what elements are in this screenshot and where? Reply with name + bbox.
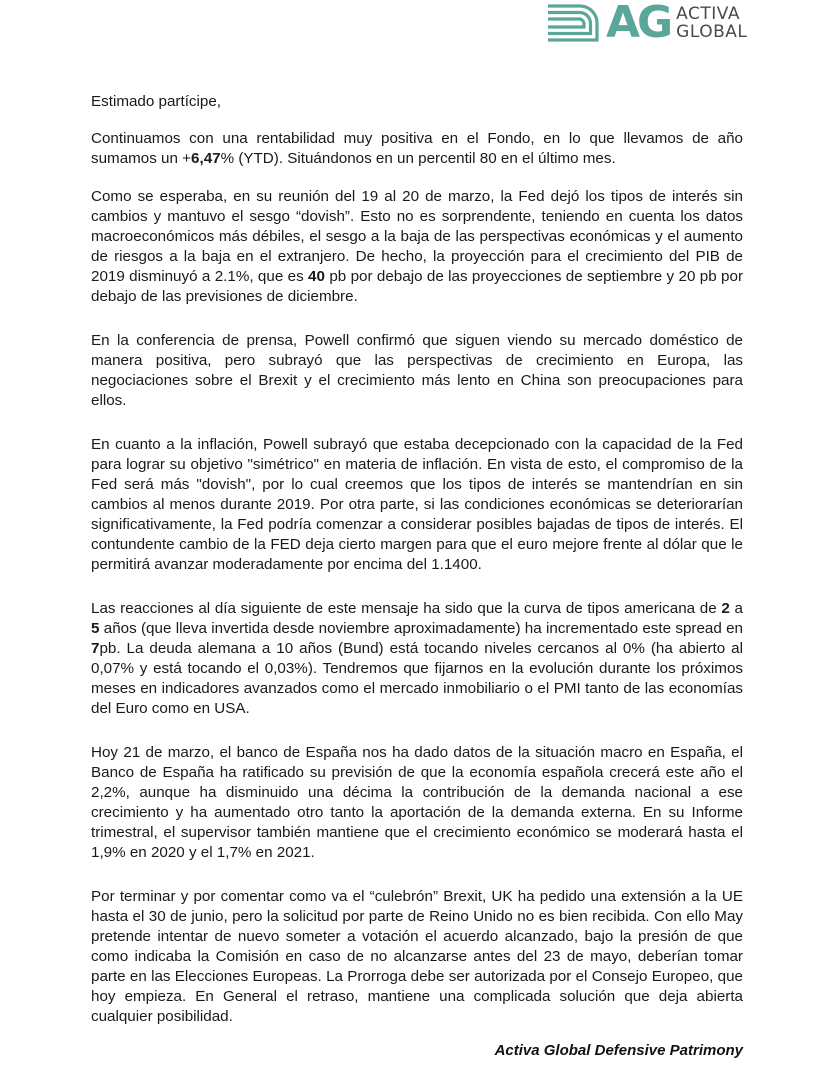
paragraph-market-reaction: Las reacciones al día siguiente de este mensaje ha sido que la curva de tipos americana de 2 a 5 años (que lleva invertida desde noviembre aproximadamente) ha incrementado este spread en 7pb. La deuda alemana a 10 años (Bund) está tocando niveles cercanos al 0% (ha abierto al 0,07% y está tocando el 0,03%). Tendremos que fijarnos en la evolución durante los próximos meses en indicadores avanzados como el mercado inmobiliario o el PMI tanto de las economías del Euro como en USA. — [91, 600, 743, 717]
paragraph-inflation: En cuanto a la inflación, Powell subrayó que estaba decepcionado con la capacidad de la Fed para lograr su objetivo "simétrico" en materia de inflación. En vista de esto, el compromiso de la Fed será más "dovish", por lo cual creemos que los tipos de interés se mantendrían en sin cambios al menos durante 2019. Por otra parte, si las condiciones económicas se deteriorarían significativamente, la Fed podría comenzar a considerar posibles bajadas de tipos de interés. El contundente cambio de la FED deja cierto margen para que el euro mejore frente al dólar que le permitirá avanzar moderadamente por encima del 1.1400. — [91, 436, 743, 573]
logo-line-1: ACTIVA — [676, 4, 740, 24]
bp-value: 40 — [308, 268, 325, 285]
letter-body — [91, 92, 743, 1045]
logo-line-2: GLOBAL — [676, 22, 748, 42]
logo-initials: AG — [606, 0, 671, 48]
paragraph-performance: Continuamos con una rentabilidad muy positiva en el Fondo, en lo que llevamos de año sumamos un +6,47% (YTD). Situándonos en un percentil 80 en el último mes. — [91, 130, 743, 167]
logo-wordmark — [676, 5, 747, 41]
wave-logo-icon — [546, 3, 602, 43]
paragraph-spain-macro: Hoy 21 de marzo, el banco de España nos ha dado datos de la situación macro en España, el Banco de España ha ratificado su previsión de que la economía española crecerá este año el 2,2%, aunque ha disminuido una décima la contribución de la demanda nacional a ese crecimiento y ha aumentado otro tanto la aportación de la demanda externa. En su Informe trimestral, el supervisor también mantiene que el crecimiento económico se moderará hasta el 1,9% en 2020 y el 1,7% en 2021. — [91, 744, 743, 861]
ytd-return-value: 6,47 — [191, 150, 221, 167]
signature: Activa Global Defensive Patrimony — [494, 1042, 743, 1059]
greeting: Estimado partícipe, — [91, 93, 221, 110]
activa-global-logo — [546, 0, 748, 48]
paragraph-press-conference: En la conferencia de prensa, Powell confirmó que siguen viendo su mercado doméstico de manera positiva, pero subrayó que las perspectivas de crecimiento en Europa, las negociaciones sobre el Brexit y el crecimiento más lento en China son preocupaciones para ellos. — [91, 332, 743, 409]
paragraph-brexit: Por terminar y por comentar como va el “culebrón” Brexit, UK ha pedido una extensión a la UE hasta el 30 de junio, pero la solicitud por parte de Reino Unido no es bien recibida. Con ello May pretende intentar de nuevo someter a votación el acuerdo alcanzado, bajo la presión de que como indicaba la Comisión en caso de no alcanzarse antes del 23 de mayo, deberían tomar parte en las Elecciones Europeas. La Prorroga debe ser autorizada por el Consejo Europeo, que hoy empieza. En General el retraso, mantiene una complicada solución que deja abierta cualquier posibilidad. — [91, 888, 743, 1025]
paragraph-fed-meeting: Como se esperaba, en su reunión del 19 al 20 de marzo, la Fed dejó los tipos de interés sin cambios y mantuvo el sesgo “dovish”. Esto no es sorprendente, teniendo en cuenta los datos macroeconómicos más débiles, el sesgo a la baja de las perspectivas económicas y el aumento de riesgos a la baja en el extranjero. De hecho, la proyección para el crecimiento del PIB de 2019 disminuyó a 2.1%, que es 40 pb por debajo de las proyecciones de septiembre y 20 pb por debajo de las previsiones de diciembre. — [91, 188, 743, 305]
